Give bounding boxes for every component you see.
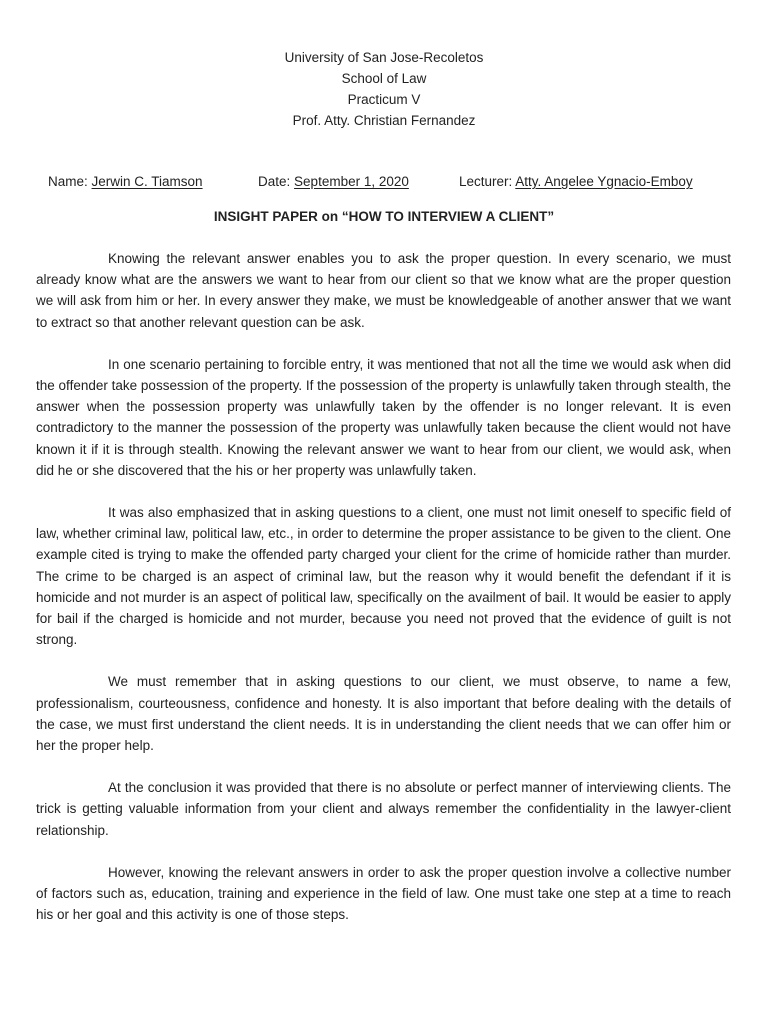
date-value: September 1, 2020 — [294, 174, 409, 189]
lecturer-field — [459, 173, 693, 191]
name-label: Name: — [48, 174, 88, 189]
lecturer-label: Lecturer: — [459, 174, 513, 189]
student-name-field — [48, 173, 203, 191]
university-name: University of San Jose-Recoletos — [284, 50, 484, 65]
date-label: Date: — [258, 174, 291, 189]
name-value: Jerwin C. Tiamson — [91, 174, 203, 189]
school-name: School of Law — [341, 71, 427, 86]
paragraph: In one scenario pertaining to forcible entry, it was mentioned that not all the time we would ask when did the offender take possession of the property. If the possession of the property is unlawfully taken through stealth, the answer when the possession property was unlawfully taken by the offender is no longer relevant. It is even contradictory to the manner the possession of the property was unlawfully taken because the client would not have known it if it is through stealth. Knowing the relevant answer we want to hear from our client, we would ask, when did he or she discovered that the his or her property was unlawfully taken. — [36, 356, 731, 478]
lecturer-value: Atty. Angelee Ygnacio-Emboy — [515, 174, 693, 189]
paragraph: We must remember that in asking questions to our client, we must observe, to name a few, professionalism, courteousness, confidence and honesty. It is also important that before dealing with the details of the case, we must first understand the client needs. It is in understanding the client needs that we can offer him or her the proper help. — [36, 674, 731, 754]
paragraph: However, knowing the relevant answers in order to ask the proper question involve a collective number of factors such as, education, training and experience in the field of law. One must take one step at a time to reach his or her goal and this activity is one of those steps. — [36, 864, 731, 923]
paragraph: Knowing the relevant answer enables you to ask the proper question. In every scenario, we must already know what are the answers we want to hear from our client so that we know what are the proper question we will ask from him or her. In every answer they make, we must be knowledgeable of another answer that we want to extract so that another relevant question can be ask. — [36, 251, 731, 330]
paragraph: At the conclusion it was provided that there is no absolute or perfect manner of interviewing clients. The trick is getting valuable information from your client and always remember the confidentiality in the lawyer-client relationship. — [36, 780, 731, 838]
paragraph: It was also emphasized that in asking questions to a client, one must not limit oneself to specific field of law, whether criminal law, political law, etc., in order to determine the proper assistance to be given to the client. One example cited is trying to make the offended party charged your client for the crime of homicide rather than murder. The crime to be charged is an aspect of criminal law, but the reason why it would benefit the defendant if it is homicide and not murder is an aspect of political law, specifically on the availment of bail. It would be easier to apply for bail if the charged is homicide and not murder, because you need not proved that the evidence of guilt is not strong. — [36, 505, 731, 648]
paper-title: INSIGHT PAPER on “HOW TO INTERVIEW A CLIENT” — [213, 209, 555, 224]
paper-body — [36, 248, 731, 946]
course-name: Practicum V — [347, 92, 421, 107]
date-field — [258, 173, 409, 191]
professor-name: Prof. Atty. Christian Fernandez — [292, 113, 476, 128]
document-header — [0, 47, 768, 131]
